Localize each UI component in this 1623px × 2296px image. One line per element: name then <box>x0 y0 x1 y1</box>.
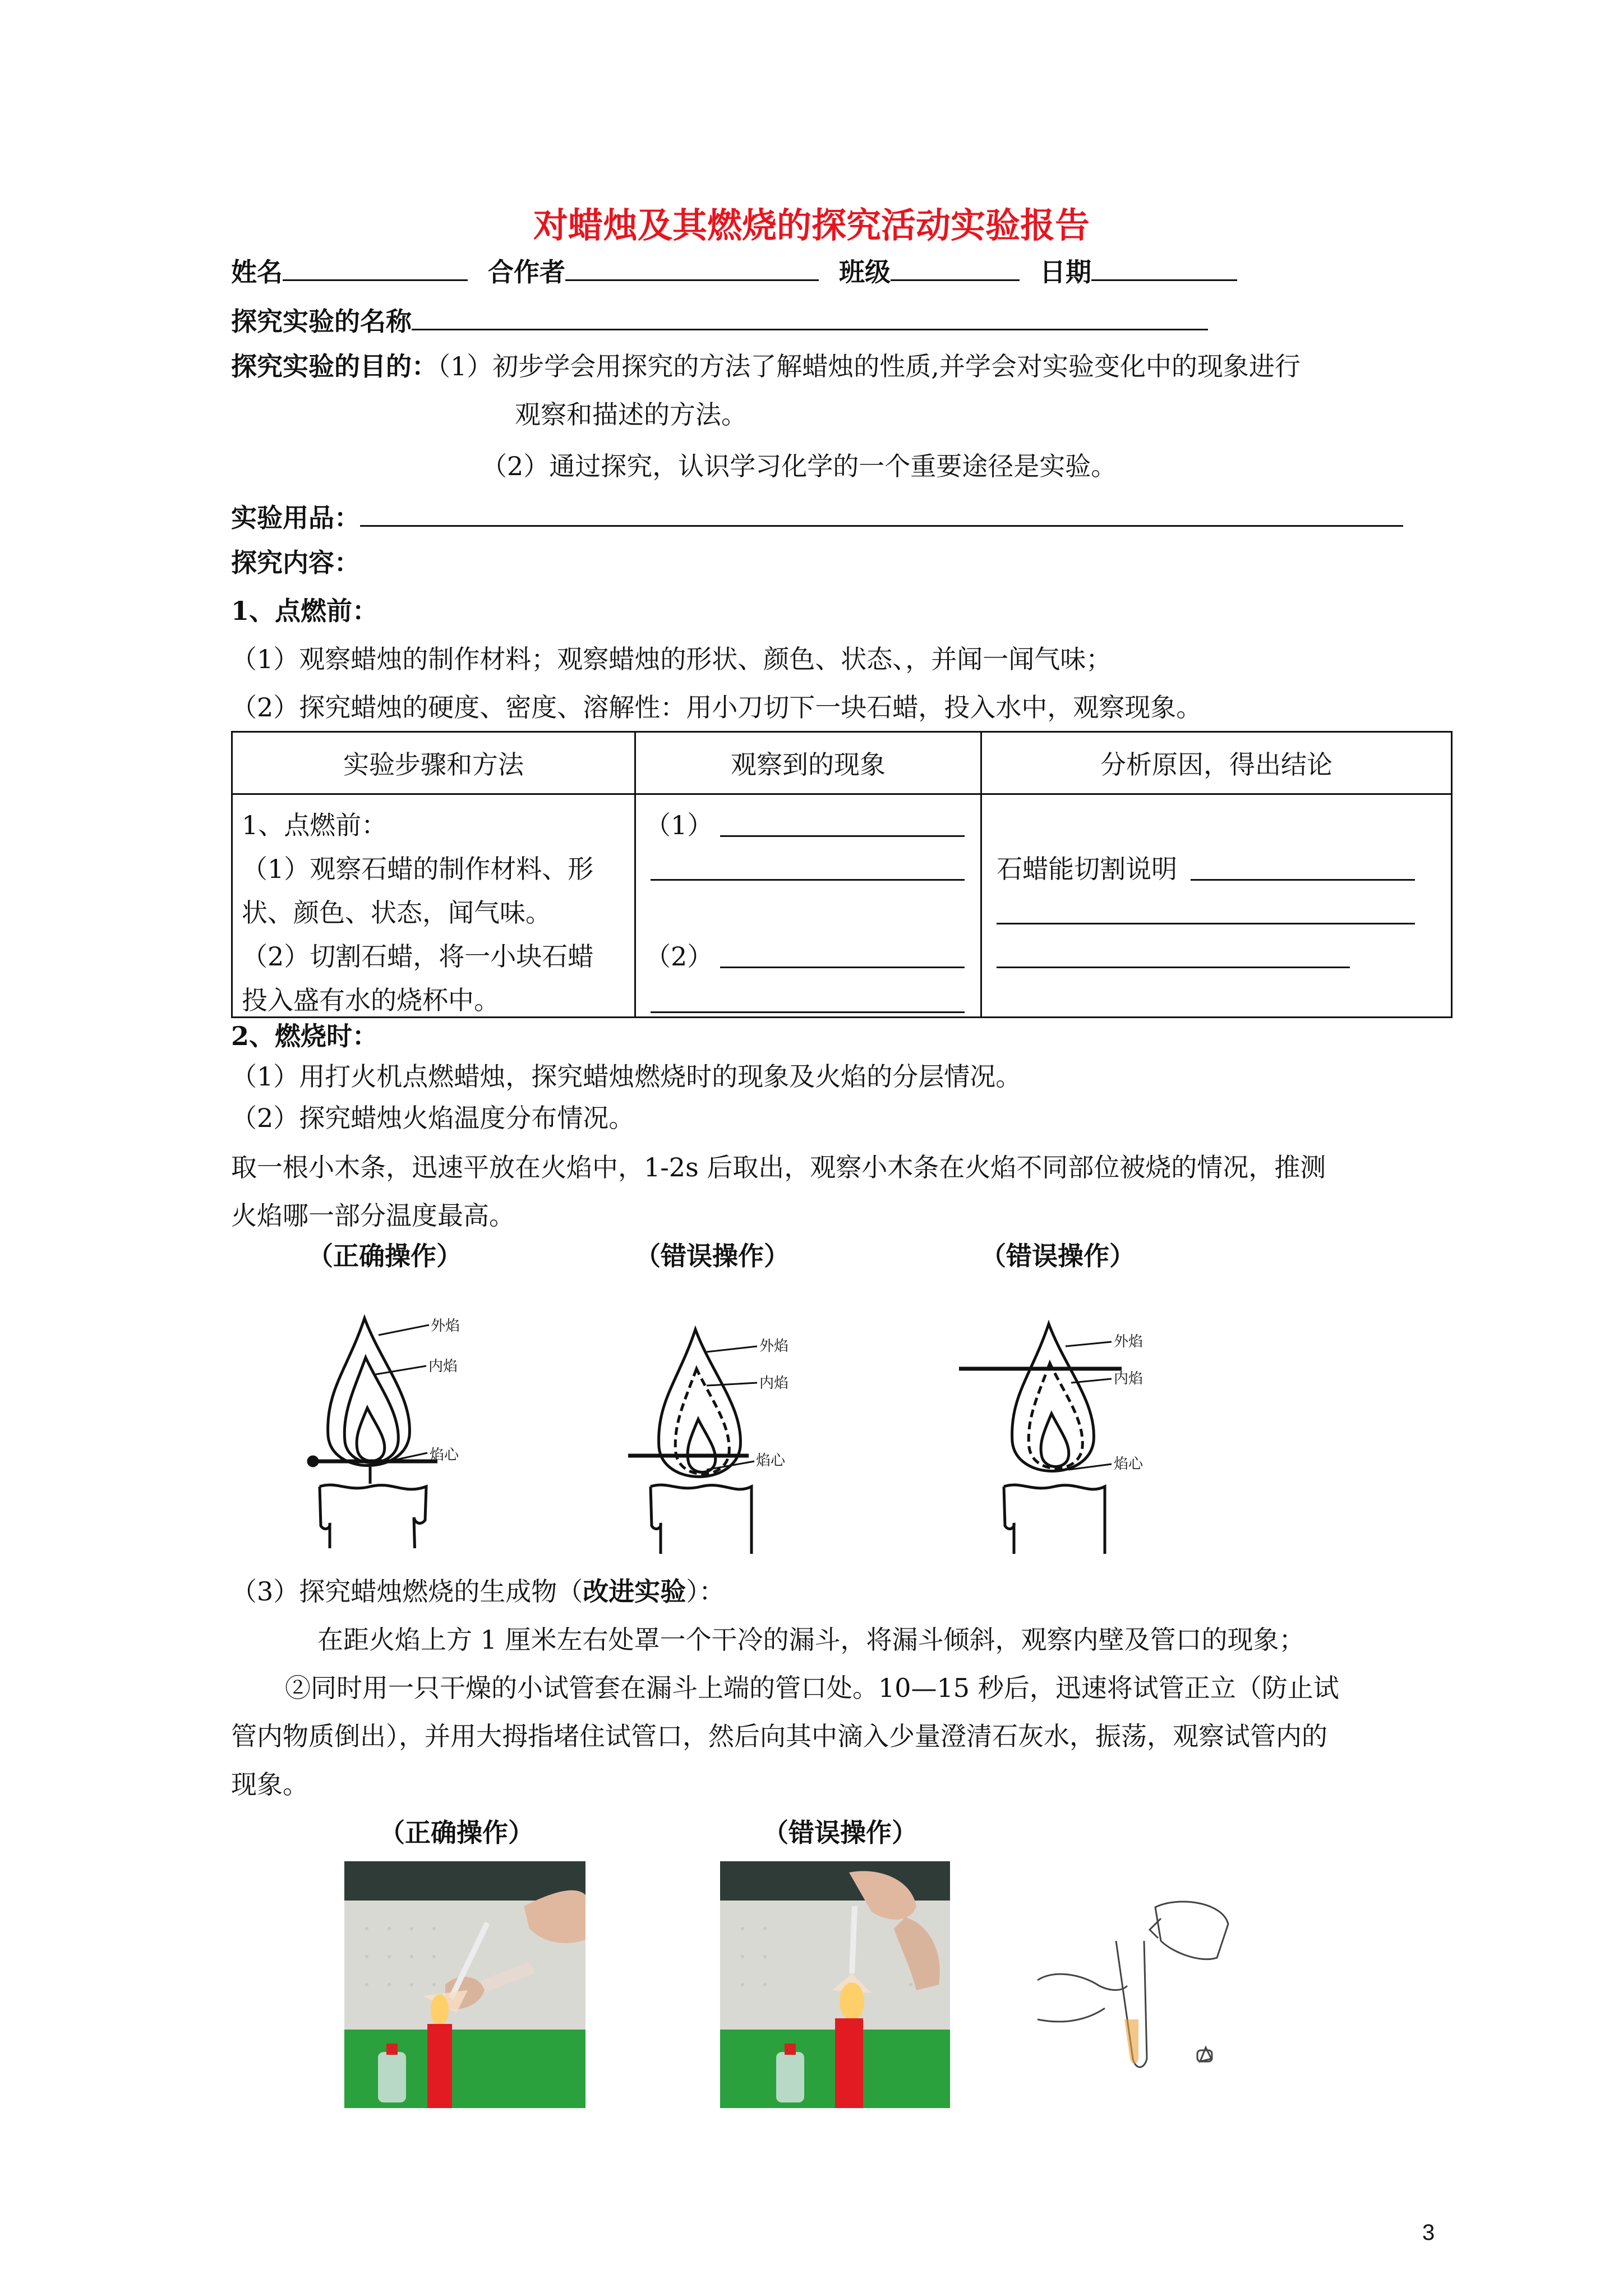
photo-caption: （错误操作） <box>763 1818 917 1848</box>
conclusion-blank[interactable] <box>997 967 1350 968</box>
section3-step2-line1: ②同时用一只干燥的小试管套在漏斗上端的管口处。10—15 秒后，迅速将试管正立（防止试 <box>285 1673 1339 1703</box>
inner-flame-label: 内焰 <box>759 1375 789 1392</box>
steps-line: （1）观察石蜡的制作材料、形 <box>242 854 594 884</box>
name-label: 姓名 <box>231 257 283 287</box>
observation-item2-label: （2） <box>644 941 713 972</box>
section3-step2-line3: 现象。 <box>231 1769 308 1800</box>
steps-line: （2）切割石蜡，将一小块石蜡 <box>242 941 594 972</box>
section2-para-line1: 取一根小木条，迅速平放在火焰中，1-2s 后取出，观察小木条在火焰不同部位被烧的情况，推测 <box>231 1152 1326 1182</box>
section1-item2: （2）探究蜡烛的硬度、密度、溶解性：用小刀切下一块石蜡，投入水中，观察现象。 <box>231 692 1202 723</box>
test-tube-drawing <box>1032 1890 1256 2087</box>
experiment-table <box>231 731 1453 1018</box>
outer-flame-label: 外焰 <box>1114 1333 1144 1350</box>
candle-flame-figure-correct <box>280 1301 505 1548</box>
materials-row <box>231 499 1403 533</box>
flame-core-label: 焰心 <box>756 1452 786 1469</box>
purpose-item2: （2）通过探究，认识学习化学的一个重要途径是实验。 <box>481 451 1117 481</box>
materials-blank[interactable] <box>360 499 1403 527</box>
experiment-name-row <box>231 303 1208 337</box>
experiment-name-label: 探究实验的名称 <box>231 306 412 337</box>
date-label: 日期 <box>1040 257 1091 287</box>
photo-wrong-operation <box>720 1861 950 2108</box>
outer-flame-label: 外焰 <box>431 1318 460 1335</box>
section3-item3-suffix: ）： <box>686 1576 725 1607</box>
purpose-item1-line2: 观察和描述的方法。 <box>515 399 747 430</box>
candle-flame-figure-wrong-high <box>953 1307 1189 1554</box>
section1-heading: 1、点燃前： <box>231 596 379 626</box>
observation-item1-label: （1） <box>644 810 713 840</box>
steps-line: 状、颜色、状态，闻气味。 <box>242 898 551 928</box>
observation-blank[interactable] <box>720 967 965 968</box>
section3-item3-prefix: （3）探究蜡烛燃烧的生成物（ <box>231 1576 583 1607</box>
flame-caption: （正确操作） <box>307 1241 462 1271</box>
conclusion-blank[interactable] <box>1191 879 1415 881</box>
materials-label: 实验用品： <box>231 503 360 533</box>
conclusion-cell <box>981 794 1452 1018</box>
flame-core-outline <box>357 1408 385 1461</box>
flame-core-label: 焰心 <box>1114 1456 1144 1473</box>
section3-item3-bold: 改进实验 <box>583 1576 686 1607</box>
purpose-item1-line1: （1）初步学会用探究的方法了解蜡烛的性质,并学会对实验变化中的现象进行 <box>437 351 1301 381</box>
info-fields <box>231 254 1257 288</box>
section2-heading: 2、燃烧时： <box>231 1021 379 1051</box>
flame-caption: （错误操作） <box>635 1241 790 1271</box>
name-blank[interactable] <box>283 254 468 281</box>
observation-blank[interactable] <box>651 879 965 881</box>
conclusion-blank[interactable] <box>997 923 1415 924</box>
date-blank[interactable] <box>1091 254 1237 281</box>
table-header: 分析原因，得出结论 <box>981 732 1452 794</box>
purpose-row <box>231 351 1301 382</box>
section3-item3 <box>231 1576 725 1607</box>
photo-correct-operation <box>344 1861 585 2108</box>
observation-blank[interactable] <box>720 835 965 837</box>
photo-caption: （正确操作） <box>379 1818 534 1848</box>
table-row <box>232 794 1452 1018</box>
section2-para-line2: 火焰哪一部分温度最高。 <box>231 1200 515 1231</box>
conclusion-text: 石蜡能切割说明 <box>997 854 1178 884</box>
page-number: 3 <box>1422 2220 1435 2245</box>
observation-blank[interactable] <box>651 1011 965 1013</box>
steps-cell <box>232 794 635 1018</box>
section2-item1: （1）用打火机点燃蜡烛，探究蜡烛燃烧时的现象及火焰的分层情况。 <box>231 1061 1022 1092</box>
class-label: 班级 <box>839 257 891 287</box>
partner-label: 合作者 <box>488 257 565 287</box>
purpose-label: 探究实验的目的： <box>231 351 437 381</box>
flame-caption: （错误操作） <box>980 1241 1135 1271</box>
page-title: 对蜡烛及其燃烧的探究活动实验报告 <box>533 205 1090 246</box>
section3-step1: 在距火焰上方 1 厘米左右处罩一个干冷的漏斗，将漏斗倾斜，观察内壁及管口的现象； <box>317 1625 1305 1655</box>
partner-blank[interactable] <box>565 254 819 281</box>
steps-line: 1、点燃前： <box>242 810 388 840</box>
steps-line: 投入盛有水的烧杯中。 <box>242 985 500 1015</box>
table-header: 实验步骤和方法 <box>232 732 635 794</box>
class-blank[interactable] <box>891 254 1020 281</box>
flame-core-label: 焰心 <box>430 1447 459 1464</box>
content-label: 探究内容： <box>231 547 360 578</box>
experiment-name-blank[interactable] <box>412 303 1208 330</box>
inner-flame-label: 内焰 <box>1114 1370 1144 1387</box>
inner-flame-label: 内焰 <box>428 1358 458 1375</box>
table-header-row <box>232 732 1452 794</box>
section3-step2-line2: 管内物质倒出），并用大拇指堵住试管口，然后向其中滴入少量澄清石灰水，振荡，观察试管内的 <box>231 1721 1327 1751</box>
observation-cell <box>635 794 981 1018</box>
table-header: 观察到的现象 <box>635 732 981 794</box>
section2-item2: （2）探究蜡烛火焰温度分布情况。 <box>231 1103 635 1133</box>
section1-item1: （1）观察蜡烛的制作材料；观察蜡烛的形状、颜色、状态、，并闻一闻气味； <box>231 644 1112 674</box>
candle-flame-figure-wrong-low <box>611 1318 836 1554</box>
outer-flame-label: 外焰 <box>759 1338 789 1355</box>
